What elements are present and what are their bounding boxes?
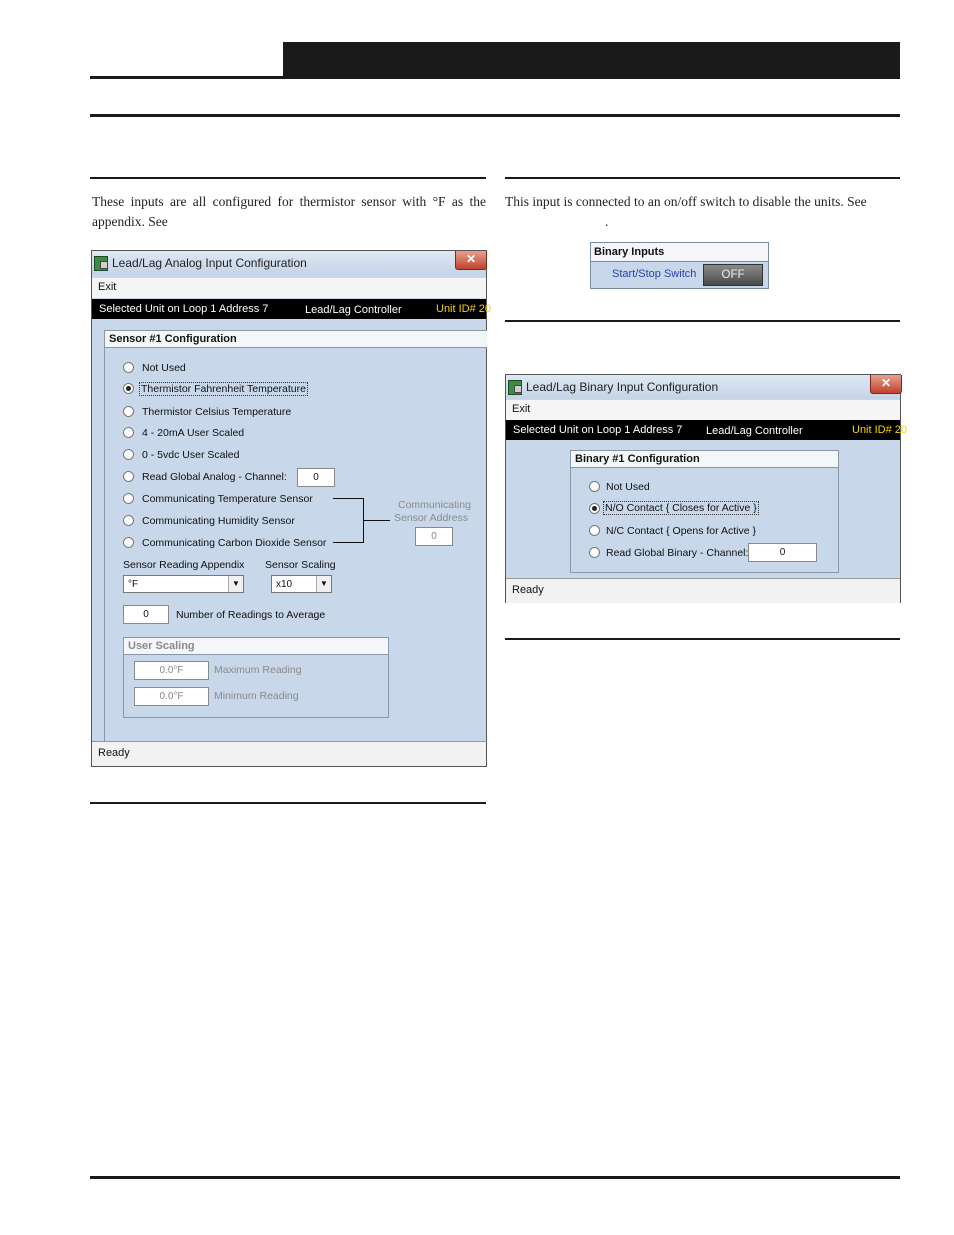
binary-status-text: Ready — [512, 584, 544, 596]
radio-comm-temp[interactable] — [123, 493, 134, 504]
sensor-config-title: Sensor #1 Configuration — [105, 331, 487, 348]
analog-input-config-window — [91, 250, 492, 767]
start-stop-button[interactable]: OFF — [703, 264, 763, 286]
chevron-down-icon: ▼ — [228, 576, 243, 592]
scaling-select[interactable] — [271, 575, 332, 593]
left-paragraph: These inputs are all configured for thermistor sensor with °F as the appendix. See — [92, 194, 486, 229]
controller-type-text: Lead/Lag Controller — [706, 425, 803, 437]
analog-statusbar — [92, 741, 486, 766]
analog-unit-status-bar — [92, 299, 492, 319]
binary-window-title: Lead/Lag Binary Input Configuration — [526, 380, 719, 394]
radio-nc-contact[interactable] — [589, 525, 600, 536]
header-underline — [90, 76, 284, 79]
binary-unit-status-bar — [506, 420, 908, 440]
option-global-analog: Read Global Analog - Channel: — [142, 471, 287, 483]
binary-option-no-contact: N/O Contact { Closes for Active } — [605, 502, 757, 514]
close-icon[interactable]: ✕ — [455, 251, 487, 270]
readings-label: Number of Readings to Average — [176, 609, 326, 621]
option-comm-co2: Communicating Carbon Dioxide Sensor — [142, 537, 327, 549]
scaling-value: x10 — [276, 579, 293, 590]
appendix-select[interactable] — [123, 575, 244, 593]
appendix-label: Sensor Reading Appendix — [123, 559, 245, 571]
binary-option-not-used: Not Used — [606, 481, 650, 493]
binary-menubar — [506, 400, 900, 420]
binary-window-titlebar — [506, 375, 900, 399]
selected-unit-text: Selected Unit on Loop 1 Address 7 — [513, 424, 683, 436]
menu-exit[interactable]: Exit — [98, 281, 117, 293]
radio-thermistor-c[interactable] — [123, 406, 134, 417]
binary-config-title: Binary #1 Configuration — [571, 451, 838, 468]
right-section-rule — [505, 177, 900, 179]
unit-id-text: Unit ID# 20 — [852, 424, 908, 436]
comm-bracket — [333, 498, 364, 543]
unit-id-text: Unit ID# 20 — [436, 303, 492, 315]
comm-address-label-2: Sensor Address — [394, 512, 469, 524]
right-mid-rule — [505, 320, 900, 322]
channel-input[interactable]: 0 — [297, 468, 335, 487]
analog-status-text: Ready — [98, 747, 130, 759]
readings-input[interactable]: 0 — [123, 605, 169, 624]
comm-bracket-tick — [363, 520, 390, 521]
start-stop-label: Start/Stop Switch — [612, 268, 697, 280]
option-not-used: Not Used — [142, 362, 186, 374]
app-icon — [94, 256, 108, 271]
footer-rule — [90, 1176, 900, 1179]
header-dark-bar — [283, 42, 900, 79]
radio-4-20ma[interactable] — [123, 427, 134, 438]
controller-type-text: Lead/Lag Controller — [305, 304, 402, 316]
binary-channel-input[interactable]: 0 — [748, 543, 817, 562]
chevron-down-icon: ▼ — [316, 576, 331, 592]
option-4-20ma: 4 - 20mA User Scaled — [142, 427, 245, 439]
option-thermistor-c: Thermistor Celsius Temperature — [142, 406, 292, 418]
close-icon[interactable]: ✕ — [870, 375, 902, 394]
radio-global-analog[interactable] — [123, 471, 134, 482]
binary-option-global: Read Global Binary - Channel: — [606, 547, 749, 559]
radio-binary-not-used[interactable] — [589, 481, 600, 492]
analog-menubar — [92, 278, 486, 298]
selected-unit-text: Selected Unit on Loop 1 Address 7 — [99, 303, 269, 315]
comm-address-label-1: Communicating — [398, 499, 471, 511]
min-reading-label: Minimum Reading — [214, 690, 299, 702]
binary-input-config-window — [505, 374, 908, 603]
app-icon — [508, 380, 522, 395]
comm-address-input[interactable]: 0 — [415, 527, 453, 546]
radio-comm-humidity[interactable] — [123, 515, 134, 526]
radio-0-5vdc[interactable] — [123, 449, 134, 460]
radio-no-contact[interactable] — [589, 503, 600, 514]
right-paragraph-line1: This input is connected to an on/off switch to disable the units. See — [505, 194, 867, 209]
analog-window-titlebar — [92, 251, 486, 275]
left-bottom-rule — [90, 802, 486, 804]
option-0-5vdc: 0 - 5vdc User Scaled — [142, 449, 240, 461]
max-reading-label: Maximum Reading — [214, 664, 302, 676]
menu-exit[interactable]: Exit — [512, 403, 531, 415]
binary-statusbar — [506, 578, 900, 603]
left-section-rule — [90, 177, 486, 179]
header-rule — [90, 114, 900, 117]
radio-global-binary[interactable] — [589, 547, 600, 558]
appendix-value: °F — [128, 579, 139, 590]
option-comm-humidity: Communicating Humidity Sensor — [142, 515, 295, 527]
radio-thermistor-f[interactable] — [123, 383, 134, 394]
min-reading-input[interactable]: 0.0°F — [134, 687, 209, 706]
radio-comm-co2[interactable] — [123, 537, 134, 548]
option-thermistor-f: Thermistor Fahrenheit Temperature — [141, 383, 306, 395]
right-bottom-rule — [505, 638, 900, 640]
right-paragraph — [505, 192, 900, 232]
user-scaling-title: User Scaling — [124, 638, 388, 655]
option-comm-temp: Communicating Temperature Sensor — [142, 493, 313, 505]
max-reading-input[interactable]: 0.0°F — [134, 661, 209, 680]
right-paragraph-line2: . — [605, 214, 609, 229]
binary-option-nc-contact: N/C Contact { Opens for Active } — [606, 525, 756, 537]
radio-not-used[interactable] — [123, 362, 134, 373]
analog-window-title: Lead/Lag Analog Input Configuration — [112, 256, 307, 270]
binary-inputs-title: Binary Inputs — [591, 243, 768, 262]
binary-inputs-widget — [590, 242, 769, 289]
scaling-label: Sensor Scaling — [265, 559, 336, 571]
